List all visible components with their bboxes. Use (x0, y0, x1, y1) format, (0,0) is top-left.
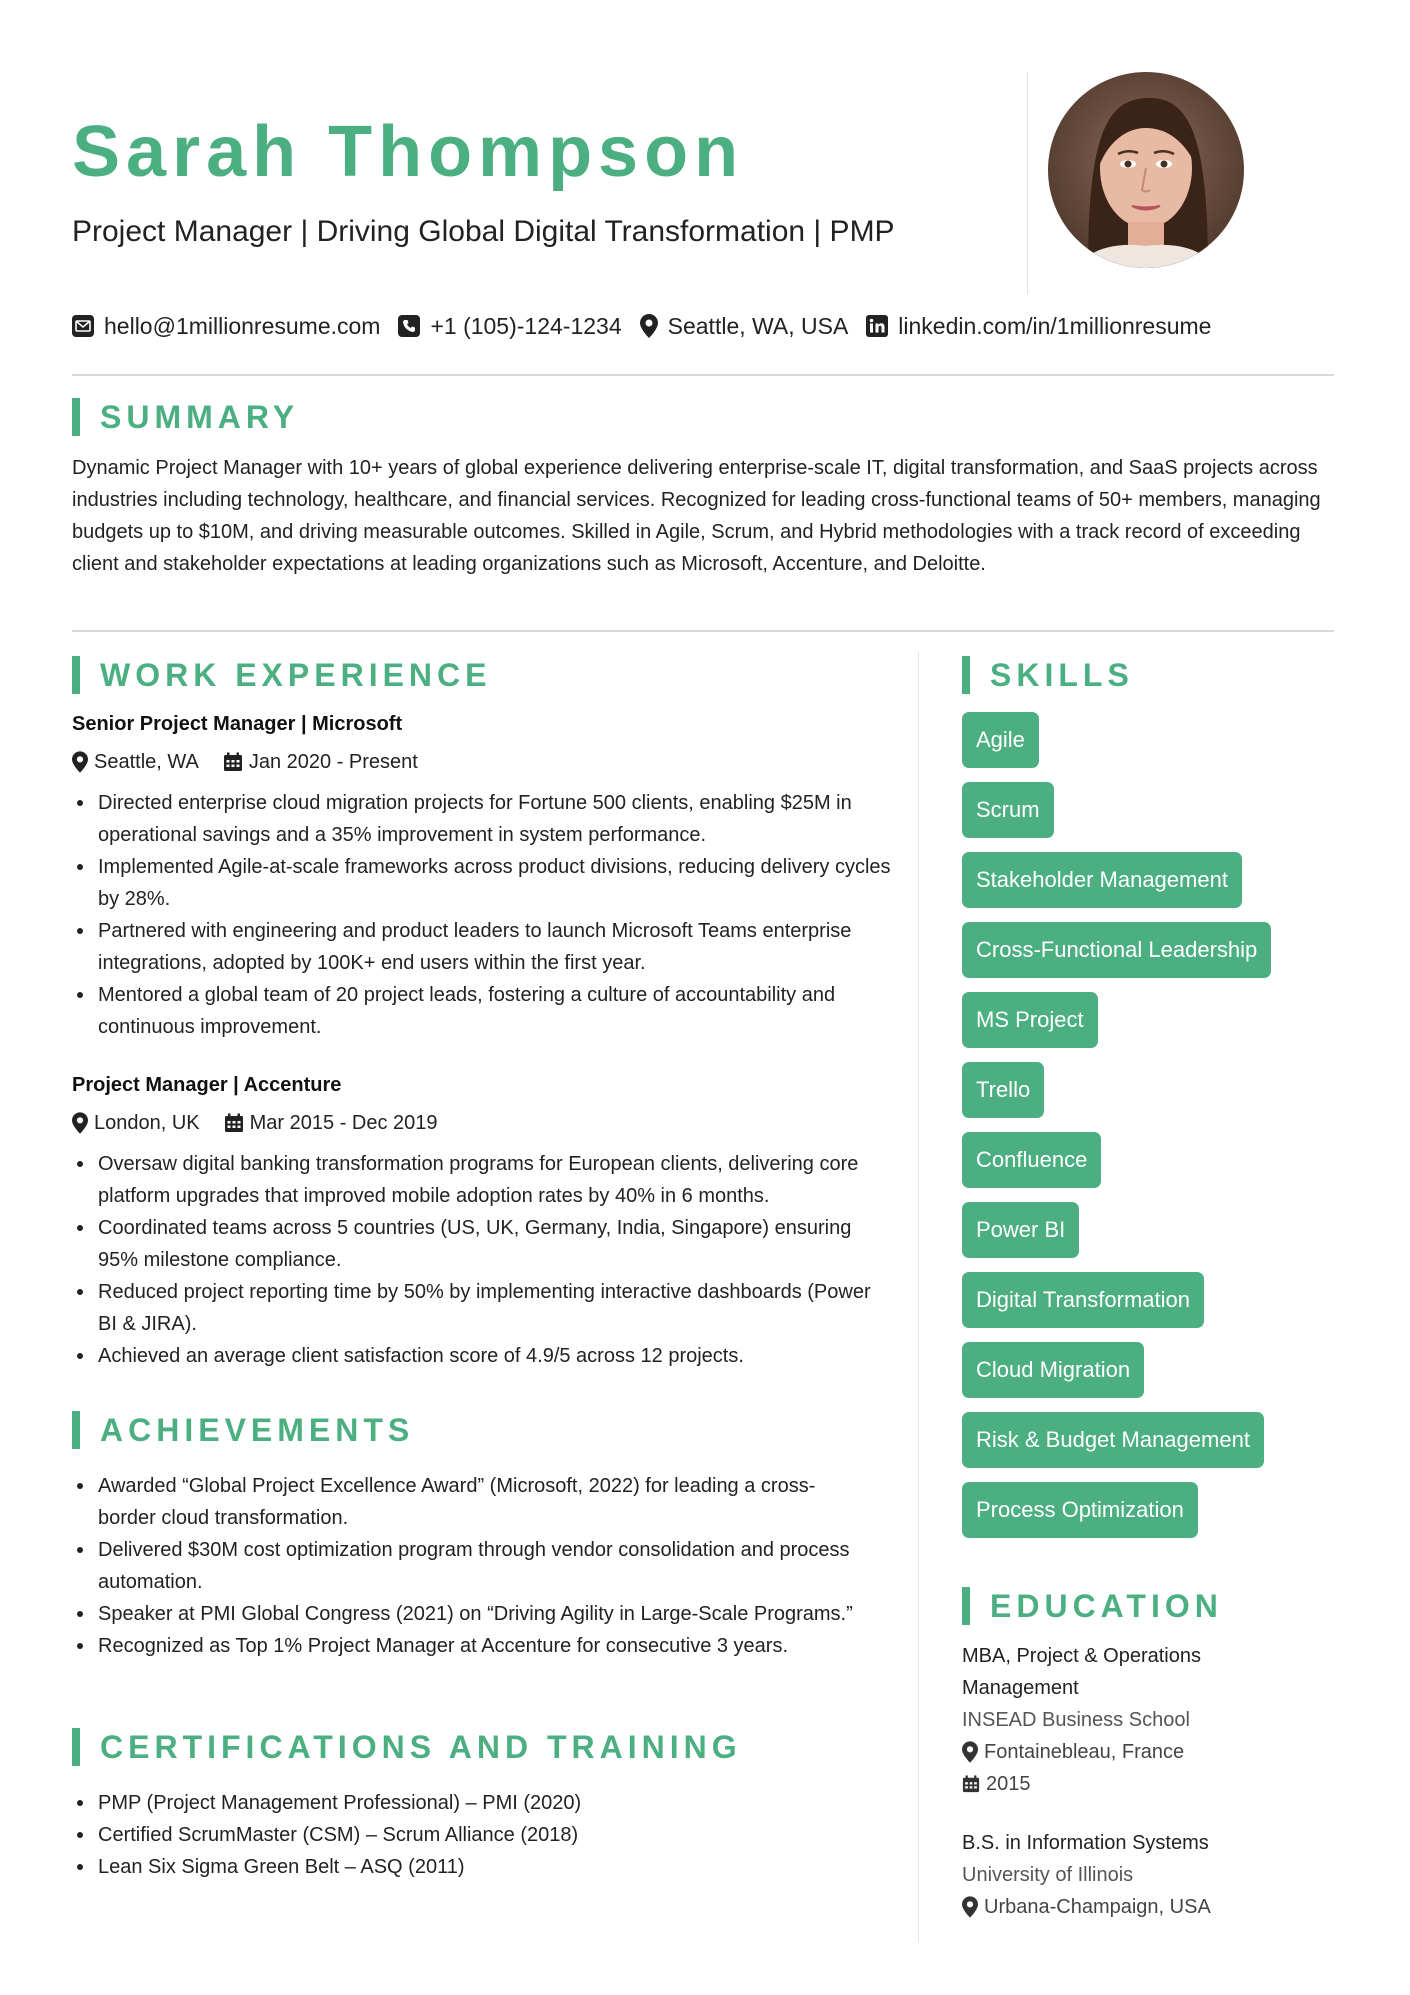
header-divider (1027, 72, 1028, 294)
contact-phone[interactable] (398, 313, 621, 340)
certifications-header (72, 1727, 742, 1767)
linkedin-text: linkedin.com/in/1millionresume (898, 312, 1212, 339)
list-item: Mentored a global team of 20 project leads, fostering a culture of accountability and continuous improvement. (72, 979, 892, 1043)
skill-tag: Cloud Migration (962, 1342, 1144, 1398)
edu-degree: MBA, Project & Operations Management (962, 1645, 1201, 1699)
candidate-name: Sarah Thompson (72, 112, 745, 192)
certifications-block (72, 1775, 892, 1883)
edu-year: 2015 (962, 1768, 1262, 1800)
job-location: London, UK (72, 1110, 200, 1136)
job-entry (72, 1072, 892, 1372)
list-item: Implemented Agile-at-scale frameworks across product divisions, reducing delivery cycles by 28%. (72, 851, 892, 915)
list-item: Coordinated teams across 5 countries (US, UK, Germany, India, Singapore) ensuring 95% milestone compliance. (72, 1212, 892, 1276)
education-entry (962, 1827, 1262, 1923)
list-item: Awarded “Global Project Excellence Award” (Microsoft, 2022) for leading a cross-border cloud transformation. (72, 1470, 872, 1534)
phone-icon (398, 315, 420, 337)
section-accent-bar (72, 656, 80, 694)
map-pin-icon (640, 314, 658, 338)
education-title: EDUCATION (990, 1588, 1223, 1624)
section-accent-bar (72, 1728, 80, 1766)
column-divider (918, 652, 919, 1942)
job-dates: Mar 2015 - Dec 2019 (224, 1110, 438, 1136)
education-entry (962, 1640, 1262, 1800)
skill-tag: Agile (962, 712, 1039, 768)
section-accent-bar (72, 1411, 80, 1449)
skills-header (962, 655, 1134, 695)
job-title: Project Manager | Accenture (72, 1074, 342, 1096)
edu-school: University of Illinois (962, 1864, 1134, 1886)
work-header (72, 655, 491, 695)
job-dates: Jan 2020 - Present (223, 749, 418, 775)
education-header (962, 1586, 1223, 1626)
list-item: Partnered with engineering and product leaders to launch Microsoft Teams enterprise integrations, adopted by 100K+ end users within the first year. (72, 915, 892, 979)
email-text: hello@1millionresume.com (104, 312, 381, 339)
edu-location: Urbana-Champaign, USA (962, 1891, 1262, 1923)
edu-location: Fontainebleau, France (962, 1736, 1262, 1768)
skill-tag: Power BI (962, 1202, 1079, 1258)
job-title: Senior Project Manager | Microsoft (72, 713, 403, 735)
list-item: Recognized as Top 1% Project Manager at Accenture for consecutive 3 years. (72, 1630, 872, 1662)
skill-tag: MS Project (962, 992, 1098, 1048)
list-item: Certified ScrumMaster (CSM) – Scrum Alliance (2018) (72, 1819, 892, 1851)
list-item: Achieved an average client satisfaction score of 4.9/5 across 12 projects. (72, 1340, 892, 1372)
linkedin-icon (866, 315, 888, 337)
list-item: Directed enterprise cloud migration projects for Fortune 500 clients, enabling $25M in operational savings and a 35% improvement in system performance. (72, 787, 892, 851)
divider-middle (72, 630, 1334, 632)
skill-tag: Confluence (962, 1132, 1101, 1188)
contact-bar (72, 308, 1229, 344)
skill-tag: Digital Transformation (962, 1272, 1204, 1328)
skill-tag: Scrum (962, 782, 1054, 838)
certifications-list (72, 1787, 892, 1883)
edu-school: INSEAD Business School (962, 1709, 1190, 1731)
job-bullets (72, 1148, 892, 1372)
section-accent-bar (962, 1587, 970, 1625)
job-meta (72, 749, 892, 775)
map-pin-icon (72, 751, 88, 773)
divider-top (72, 374, 1334, 376)
job-location: Seattle, WA (72, 749, 199, 775)
list-item: Lean Six Sigma Green Belt – ASQ (2011) (72, 1851, 892, 1883)
skill-tag: Cross-Functional Leadership (962, 922, 1271, 978)
calendar-icon (223, 752, 243, 772)
map-pin-icon (962, 1896, 978, 1918)
location-text: Seattle, WA, USA (667, 312, 849, 339)
summary-text: Dynamic Project Manager with 10+ years of global experience delivering enterprise-scale IT, digital transformation, and SaaS projects across industries including technology, healthcare, and financial services. Recognized for leading cross-functional teams of 50+ members, managing budgets up to $10M, and driving measurable outcomes. Skilled in Agile, Scrum, and Hybrid methodologies with a track record of exceeding client and stakeholder expectations at leading organizations such as Microsoft, Accenture, and Deloitte. (72, 457, 1321, 575)
achievements-header (72, 1410, 414, 1450)
map-pin-icon (72, 1112, 88, 1134)
section-accent-bar (72, 398, 80, 436)
achievements-list (72, 1470, 872, 1662)
section-accent-bar (962, 656, 970, 694)
list-item: Reduced project reporting time by 50% by implementing interactive dashboards (Power BI & JIRA). (72, 1276, 892, 1340)
summary-header (72, 397, 299, 437)
achievements-block (72, 1458, 872, 1662)
map-pin-icon (962, 1741, 978, 1763)
calendar-icon (224, 1113, 244, 1133)
contact-linkedin[interactable] (866, 313, 1211, 340)
profile-photo (1048, 72, 1244, 268)
summary-title: SUMMARY (100, 399, 300, 435)
achievements-title: ACHIEVEMENTS (100, 1412, 415, 1448)
list-item: Delivered $30M cost optimization program through vendor consolidation and process automation. (72, 1534, 872, 1598)
skills-list (962, 712, 1362, 1552)
skills-title: SKILLS (990, 657, 1134, 693)
work-title: WORK EXPERIENCE (100, 657, 492, 693)
headline: Project Manager | Driving Global Digital Transformation | PMP (72, 215, 895, 248)
list-item: Oversaw digital banking transformation programs for European clients, delivering core platform upgrades that improved mobile adoption rates by 40% in 6 months. (72, 1148, 892, 1212)
edu-degree: B.S. in Information Systems (962, 1832, 1209, 1854)
list-item: PMP (Project Management Professional) – PMI (2020) (72, 1787, 892, 1819)
envelope-icon (72, 315, 94, 337)
skill-tag: Trello (962, 1062, 1044, 1118)
job-entry (72, 711, 892, 1043)
skill-tag: Risk & Budget Management (962, 1412, 1264, 1468)
skill-tag: Stakeholder Management (962, 852, 1242, 908)
list-item: Speaker at PMI Global Congress (2021) on “Driving Agility in Large-Scale Programs.” (72, 1598, 872, 1630)
contact-email[interactable] (72, 313, 380, 340)
contact-location (640, 313, 849, 340)
calendar-icon (962, 1775, 980, 1793)
phone-text: +1 (105)-124-1234 (430, 312, 622, 339)
job-meta (72, 1110, 892, 1136)
skill-tag: Process Optimization (962, 1482, 1198, 1538)
certifications-title: CERTIFICATIONS AND TRAINING (100, 1729, 742, 1765)
job-bullets (72, 787, 892, 1043)
